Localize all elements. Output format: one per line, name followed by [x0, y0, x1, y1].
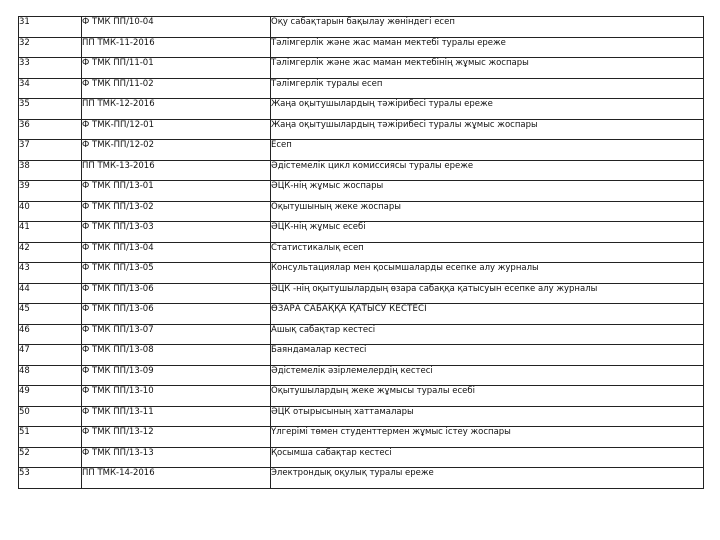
- document-code: Ф ТМК ПП/13-09: [82, 365, 271, 386]
- row-number: 37: [19, 140, 82, 161]
- document-title: Есеп: [271, 140, 704, 161]
- row-number: 43: [19, 263, 82, 284]
- document-title: Оқу сабақтарын бақылау жөніндегі есеп: [271, 17, 704, 38]
- row-number: 31: [19, 17, 82, 38]
- table-row: [19, 160, 704, 181]
- document-code: Ф ТМК ПП/13-06: [82, 283, 271, 304]
- row-number: 33: [19, 58, 82, 79]
- row-number: 32: [19, 37, 82, 58]
- document-title: ӘЦК-нің жұмыс есебі: [271, 222, 704, 243]
- document-code: Ф ТМК ПП/13-06: [82, 304, 271, 325]
- document-title: Оқытушылардың жеке жұмысы туралы есебі: [271, 386, 704, 407]
- row-number: 49: [19, 386, 82, 407]
- document-title: Жаңа оқытушылардың тәжірибесі туралы жұмыс жоспары: [271, 119, 704, 140]
- document-title: ӘЦК-нің жұмыс жоспары: [271, 181, 704, 202]
- document-code: Ф ТМК-ПП/12-01: [82, 119, 271, 140]
- row-number: 44: [19, 283, 82, 304]
- table-row: [19, 468, 704, 489]
- document-title: Оқытушының жеке жоспары: [271, 201, 704, 222]
- row-number: 39: [19, 181, 82, 202]
- document-title: Әдістемелік әзірлемелердің кестесі: [271, 365, 704, 386]
- table-body: [19, 17, 704, 489]
- table-row: [19, 119, 704, 140]
- table-row: [19, 263, 704, 284]
- document-code: Ф ТМК-ПП/12-02: [82, 140, 271, 161]
- document-code: Ф ТМК ПП/13-04: [82, 242, 271, 263]
- table-row: [19, 140, 704, 161]
- document-title: Әдістемелік цикл комиссиясы туралы ереже: [271, 160, 704, 181]
- row-number: 52: [19, 447, 82, 468]
- document-title: Тәлімгерлік және жас маман мектебі туралы ереже: [271, 37, 704, 58]
- document-code: Ф ТМК ПП/13-07: [82, 324, 271, 345]
- row-number: 51: [19, 427, 82, 448]
- document-title: Қосымша сабақтар кестесі: [271, 447, 704, 468]
- table-row: [19, 324, 704, 345]
- row-number: 46: [19, 324, 82, 345]
- document-code: Ф ТМК ПП/11-02: [82, 78, 271, 99]
- document-title: Тәлімгерлік туралы есеп: [271, 78, 704, 99]
- table-row: [19, 242, 704, 263]
- table-row: [19, 99, 704, 120]
- row-number: 35: [19, 99, 82, 120]
- row-number: 36: [19, 119, 82, 140]
- document-title: ӨЗАРА САБАҚҚА ҚАТЫСУ КЕСТЕСІ: [271, 304, 704, 325]
- table-row: [19, 201, 704, 222]
- row-number: 48: [19, 365, 82, 386]
- document-code: Ф ТМК ПП/10-04: [82, 17, 271, 38]
- row-number: 38: [19, 160, 82, 181]
- row-number: 45: [19, 304, 82, 325]
- table-row: [19, 283, 704, 304]
- document-code: Ф ТМК ПП/13-05: [82, 263, 271, 284]
- document-title: Тәлімгерлік және жас маман мектебінің жұмыс жоспары: [271, 58, 704, 79]
- table-row: [19, 406, 704, 427]
- document-code: Ф ТМК ПП/13-12: [82, 427, 271, 448]
- document-title: ӘЦК -нің оқытушылардың өзара сабаққа қатысуын есепке алу журналы: [271, 283, 704, 304]
- document-code: Ф ТМК ПП/13-11: [82, 406, 271, 427]
- table-row: [19, 17, 704, 38]
- document-title: ӘЦК отырысының хаттамалары: [271, 406, 704, 427]
- document-title: Үлгерімі төмен студенттермен жұмыс істеу жоспары: [271, 427, 704, 448]
- table-row: [19, 345, 704, 366]
- table-row: [19, 365, 704, 386]
- document-title: Консультациялар мен қосымшаларды есепке алу журналы: [271, 263, 704, 284]
- table-row: [19, 447, 704, 468]
- table-row: [19, 386, 704, 407]
- document-code: ПП ТМК-12-2016: [82, 99, 271, 120]
- row-number: 34: [19, 78, 82, 99]
- table-row: [19, 58, 704, 79]
- row-number: 47: [19, 345, 82, 366]
- document-title: Статистикалық есеп: [271, 242, 704, 263]
- document-code: ПП ТМК-11-2016: [82, 37, 271, 58]
- table-row: [19, 427, 704, 448]
- row-number: 42: [19, 242, 82, 263]
- table-row: [19, 304, 704, 325]
- document-title: Электрондық оқулық туралы ереже: [271, 468, 704, 489]
- document-code: Ф ТМК ПП/13-10: [82, 386, 271, 407]
- document-code: Ф ТМК ПП/13-01: [82, 181, 271, 202]
- table-row: [19, 37, 704, 58]
- row-number: 53: [19, 468, 82, 489]
- table-row: [19, 222, 704, 243]
- document-code: Ф ТМК ПП/13-08: [82, 345, 271, 366]
- document-code: Ф ТМК ПП/11-01: [82, 58, 271, 79]
- row-number: 41: [19, 222, 82, 243]
- table-row: [19, 181, 704, 202]
- document-code: Ф ТМК ПП/13-02: [82, 201, 271, 222]
- document-register-table: [18, 16, 704, 489]
- document-code: Ф ТМК ПП/13-03: [82, 222, 271, 243]
- document-title: Баяндамалар кестесі: [271, 345, 704, 366]
- row-number: 40: [19, 201, 82, 222]
- table-row: [19, 78, 704, 99]
- document-code: ПП ТМК-14-2016: [82, 468, 271, 489]
- document-code: Ф ТМК ПП/13-13: [82, 447, 271, 468]
- document-title: Жаңа оқытушылардың тәжірибесі туралы ереже: [271, 99, 704, 120]
- row-number: 50: [19, 406, 82, 427]
- document-code: ПП ТМК-13-2016: [82, 160, 271, 181]
- document-title: Ашық сабақтар кестесі: [271, 324, 704, 345]
